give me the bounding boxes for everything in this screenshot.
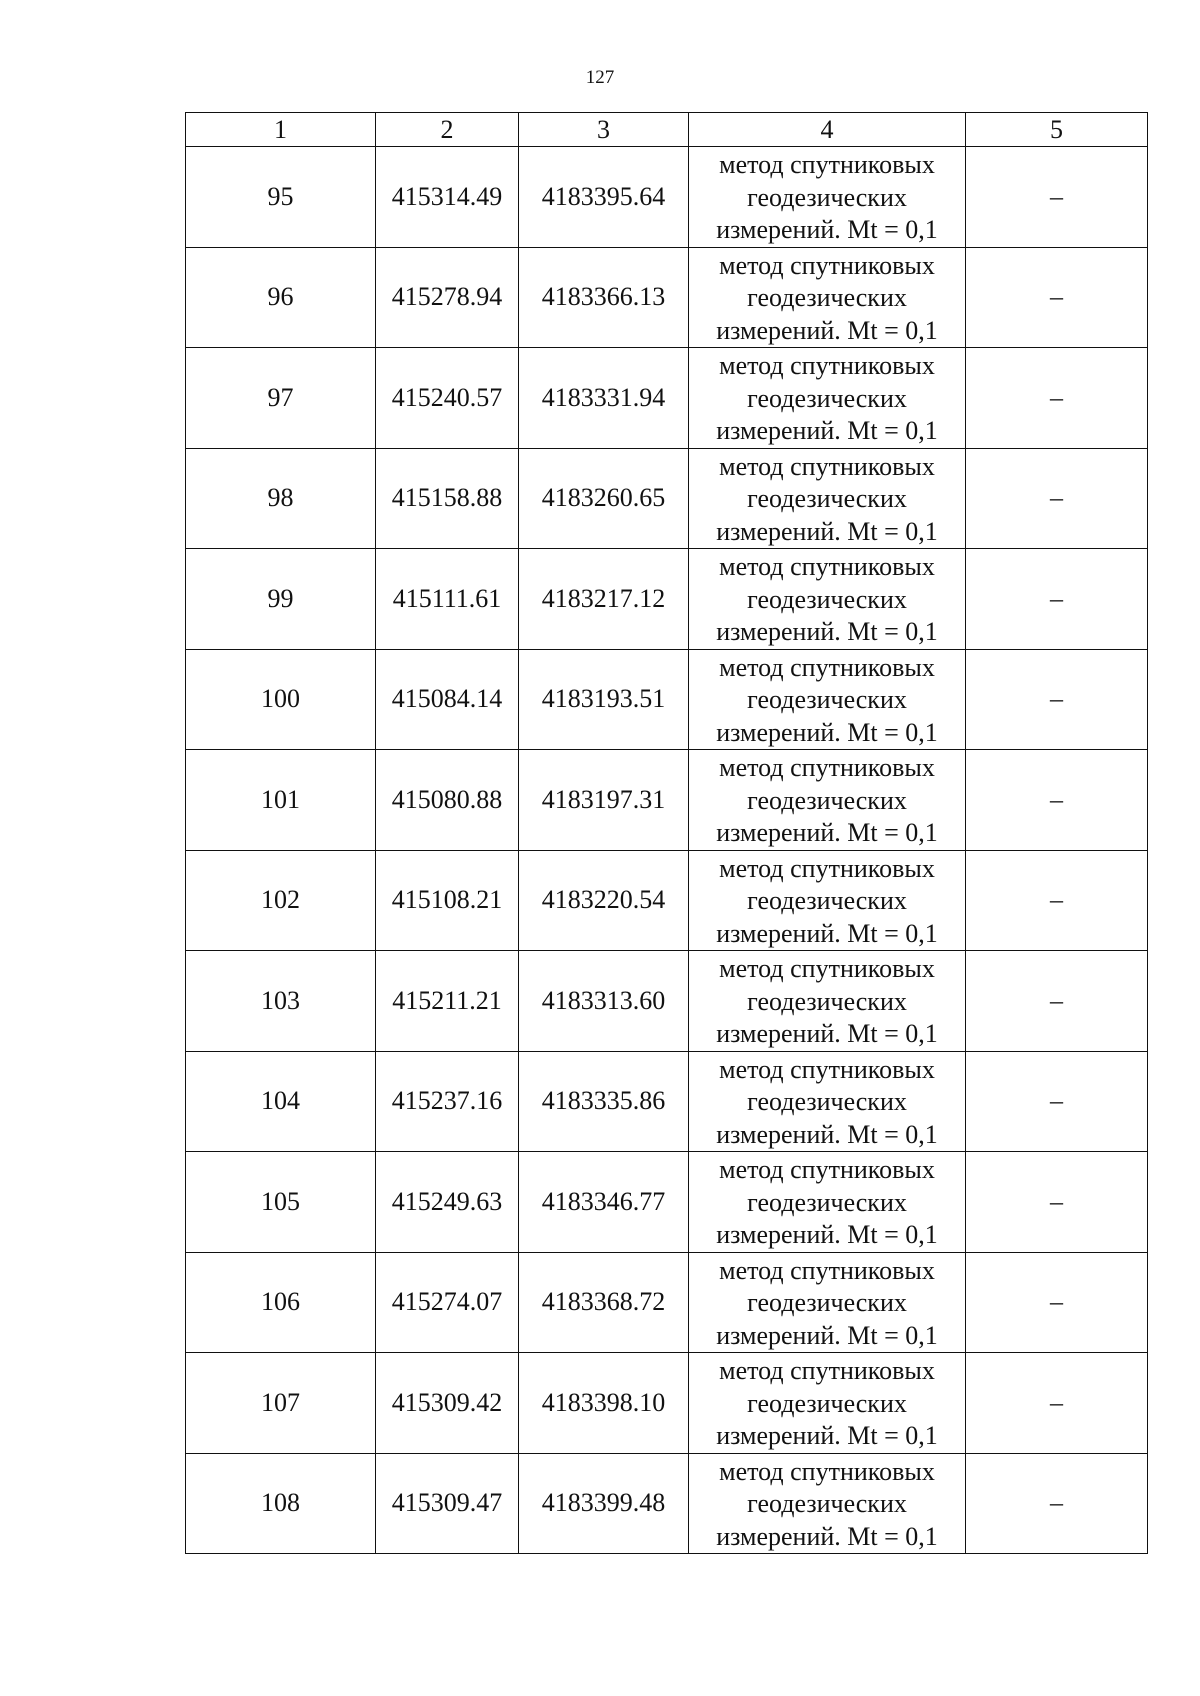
method-cell <box>689 1353 966 1454</box>
method-line: метод спутниковых <box>719 1155 935 1184</box>
table-row <box>186 549 1148 650</box>
table-row <box>186 448 1148 549</box>
method-line: геодезических <box>747 584 907 614</box>
method-line: метод спутниковых <box>719 1356 935 1385</box>
note-cell: – <box>966 549 1148 650</box>
coord-x-cell: 415309.42 <box>376 1353 519 1454</box>
method-cell <box>689 649 966 750</box>
coord-y-cell: 4183217.12 <box>519 549 689 650</box>
method-line: измерений. Mt = 0,1 <box>716 1119 938 1149</box>
coord-y-cell: 4183368.72 <box>519 1252 689 1353</box>
method-line: геодезических <box>747 1288 907 1317</box>
header-row <box>186 113 1148 147</box>
point-number-cell: 108 <box>186 1453 376 1554</box>
coord-y-cell: 4183220.54 <box>519 850 689 951</box>
method-cell <box>689 348 966 449</box>
table-header <box>186 113 1148 147</box>
method-line: геодезических <box>747 1489 907 1518</box>
point-number-cell: 101 <box>186 750 376 851</box>
point-number-cell: 103 <box>186 951 376 1052</box>
point-number-cell: 100 <box>186 649 376 750</box>
method-cell <box>689 1252 966 1353</box>
method-line: метод спутниковых <box>719 1456 935 1486</box>
coord-x-cell: 415158.88 <box>376 448 519 549</box>
point-number-cell: 105 <box>186 1152 376 1253</box>
method-line: метод спутниковых <box>719 954 935 983</box>
header-col-4: 4 <box>689 113 966 147</box>
method-line: измерений. Mt = 0,1 <box>716 215 938 244</box>
method-line: геодезических <box>747 383 907 413</box>
method-line: геодезических <box>747 484 907 513</box>
method-line: геодезических <box>747 1087 907 1116</box>
table-row <box>186 1453 1148 1554</box>
coord-y-cell: 4183366.13 <box>519 247 689 348</box>
point-number-cell: 95 <box>186 147 376 248</box>
table-row <box>186 147 1148 248</box>
method-line: метод спутниковых <box>719 250 935 280</box>
method-cell <box>689 1453 966 1554</box>
coord-x-cell: 415278.94 <box>376 247 519 348</box>
table-row <box>186 348 1148 449</box>
method-line: измерений. Mt = 0,1 <box>716 918 938 948</box>
method-line: метод спутниковых <box>719 451 935 481</box>
coord-y-cell: 4183395.64 <box>519 147 689 248</box>
point-number-cell: 98 <box>186 448 376 549</box>
method-cell <box>689 147 966 248</box>
coord-y-cell: 4183399.48 <box>519 1453 689 1554</box>
method-line: метод спутниковых <box>719 652 935 682</box>
point-number-cell: 107 <box>186 1353 376 1454</box>
method-line: измерений. Mt = 0,1 <box>716 717 938 747</box>
method-cell <box>689 951 966 1052</box>
point-number-cell: 96 <box>186 247 376 348</box>
note-cell: – <box>966 1453 1148 1554</box>
method-line: измерений. Mt = 0,1 <box>716 617 938 646</box>
note-cell: – <box>966 649 1148 750</box>
note-cell: – <box>966 850 1148 951</box>
method-cell <box>689 549 966 650</box>
table-row <box>186 1252 1148 1353</box>
coord-x-cell: 415249.63 <box>376 1152 519 1253</box>
note-cell: – <box>966 1353 1148 1454</box>
coord-x-cell: 415237.16 <box>376 1051 519 1152</box>
method-cell <box>689 247 966 348</box>
note-cell: – <box>966 951 1148 1052</box>
method-cell <box>689 1051 966 1152</box>
method-line: геодезических <box>747 182 907 212</box>
method-line: измерений. Mt = 0,1 <box>716 1019 938 1048</box>
method-line: измерений. Mt = 0,1 <box>716 315 938 345</box>
coord-x-cell: 415108.21 <box>376 850 519 951</box>
method-line: измерений. Mt = 0,1 <box>716 818 938 847</box>
table-row <box>186 1353 1148 1454</box>
note-cell: – <box>966 1152 1148 1253</box>
note-cell: – <box>966 147 1148 248</box>
table-row <box>186 1051 1148 1152</box>
coord-y-cell: 4183346.77 <box>519 1152 689 1253</box>
note-cell: – <box>966 750 1148 851</box>
note-cell: – <box>966 247 1148 348</box>
method-line: геодезических <box>747 886 907 915</box>
method-cell <box>689 850 966 951</box>
coord-x-cell: 415240.57 <box>376 348 519 449</box>
method-line: геодезических <box>747 685 907 714</box>
coord-x-cell: 415111.61 <box>376 549 519 650</box>
point-number-cell: 99 <box>186 549 376 650</box>
header-col-1: 1 <box>186 113 376 147</box>
point-number-cell: 97 <box>186 348 376 449</box>
coordinates-table <box>185 112 1148 1554</box>
table-row <box>186 247 1148 348</box>
coord-x-cell: 415309.47 <box>376 1453 519 1554</box>
coord-x-cell: 415314.49 <box>376 147 519 248</box>
method-line: геодезических <box>747 986 907 1016</box>
method-line: геодезических <box>747 1388 907 1418</box>
header-col-5: 5 <box>966 113 1148 147</box>
note-cell: – <box>966 1051 1148 1152</box>
method-cell <box>689 1152 966 1253</box>
coord-x-cell: 415274.07 <box>376 1252 519 1353</box>
note-cell: – <box>966 448 1148 549</box>
page-number: 127 <box>585 67 615 88</box>
method-line: измерений. Mt = 0,1 <box>716 516 938 546</box>
coord-y-cell: 4183335.86 <box>519 1051 689 1152</box>
method-line: метод спутниковых <box>719 150 935 179</box>
coord-y-cell: 4183331.94 <box>519 348 689 449</box>
coord-y-cell: 4183260.65 <box>519 448 689 549</box>
method-line: метод спутниковых <box>719 552 935 581</box>
method-line: метод спутниковых <box>719 753 935 782</box>
method-line: измерений. Mt = 0,1 <box>716 1220 938 1249</box>
method-line: геодезических <box>747 1187 907 1217</box>
method-cell <box>689 448 966 549</box>
method-line: метод спутниковых <box>719 1054 935 1084</box>
method-line: геодезических <box>747 283 907 312</box>
note-cell: – <box>966 1252 1148 1353</box>
table-row <box>186 1152 1148 1253</box>
header-col-2: 2 <box>376 113 519 147</box>
point-number-cell: 106 <box>186 1252 376 1353</box>
method-cell <box>689 750 966 851</box>
method-line: измерений. Mt = 0,1 <box>716 416 938 445</box>
coord-y-cell: 4183398.10 <box>519 1353 689 1454</box>
method-line: метод спутниковых <box>719 853 935 883</box>
table-row <box>186 649 1148 750</box>
point-number-cell: 102 <box>186 850 376 951</box>
coord-x-cell: 415084.14 <box>376 649 519 750</box>
method-line: измерений. Mt = 0,1 <box>716 1320 938 1350</box>
method-line: метод спутниковых <box>719 351 935 380</box>
method-line: метод спутниковых <box>719 1255 935 1285</box>
coord-x-cell: 415211.21 <box>376 951 519 1052</box>
header-col-3: 3 <box>519 113 689 147</box>
note-cell: – <box>966 348 1148 449</box>
coord-y-cell: 4183193.51 <box>519 649 689 750</box>
table-row <box>186 750 1148 851</box>
coord-y-cell: 4183313.60 <box>519 951 689 1052</box>
table-row <box>186 850 1148 951</box>
table-row <box>186 951 1148 1052</box>
method-line: геодезических <box>747 785 907 815</box>
coord-y-cell: 4183197.31 <box>519 750 689 851</box>
table-body <box>186 147 1148 1554</box>
coord-x-cell: 415080.88 <box>376 750 519 851</box>
method-line: измерений. Mt = 0,1 <box>716 1521 938 1551</box>
method-line: измерений. Mt = 0,1 <box>716 1421 938 1450</box>
point-number-cell: 104 <box>186 1051 376 1152</box>
